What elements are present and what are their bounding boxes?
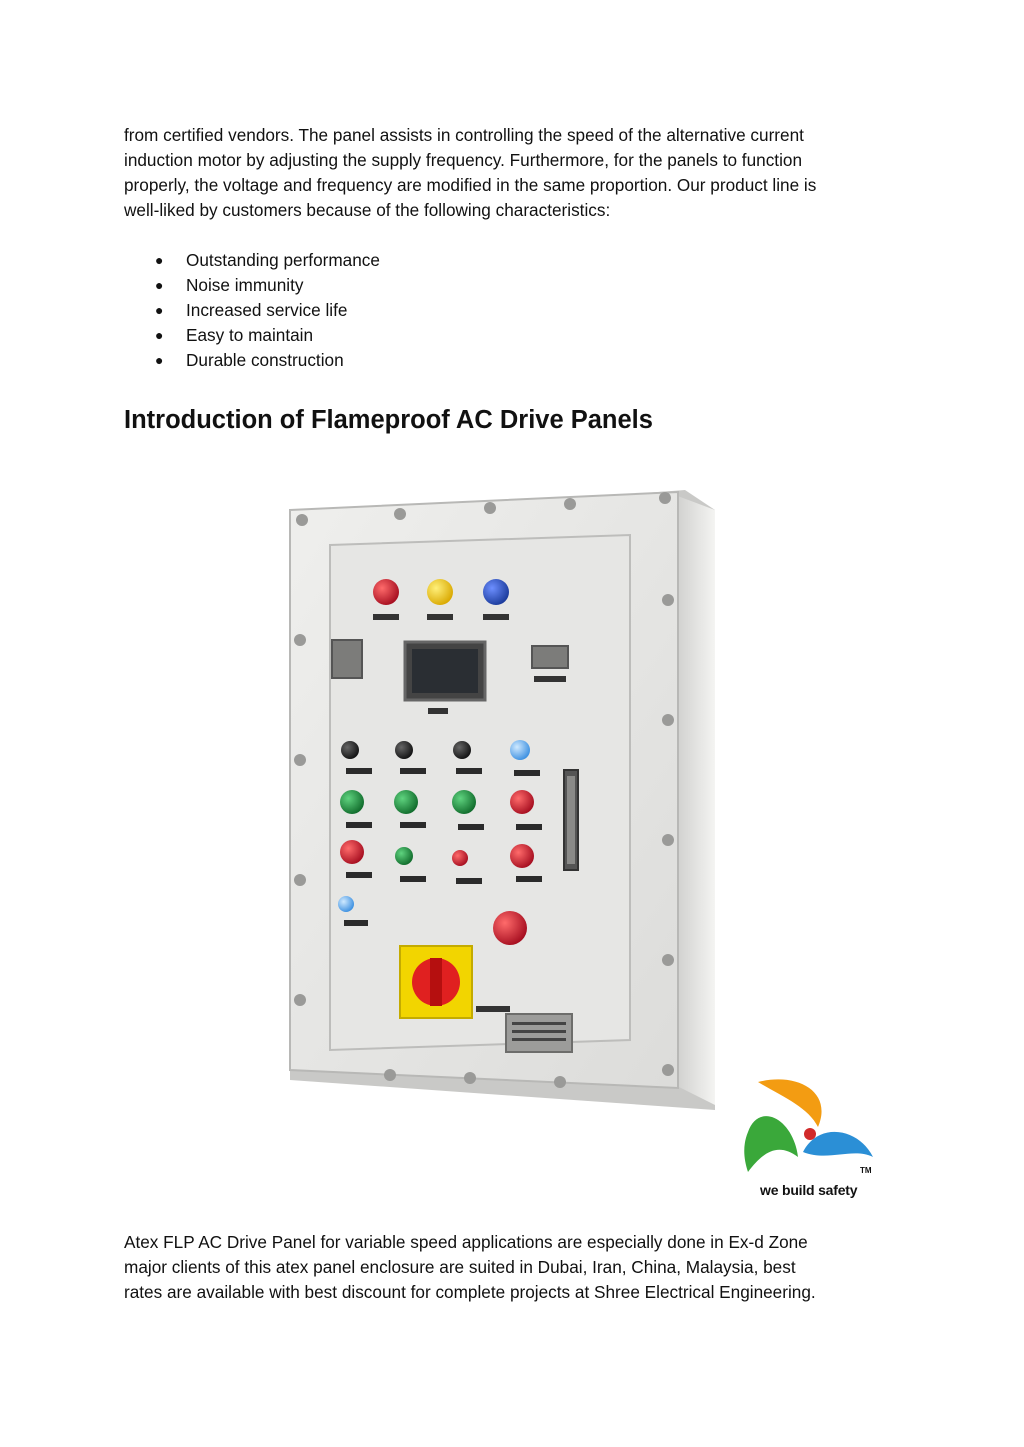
- list-item-text: Outstanding performance: [186, 250, 380, 270]
- logo-swirl-icon: [738, 1072, 878, 1182]
- intro-line: well-liked by customers because of the following characteristics:: [124, 200, 611, 220]
- list-item: [124, 248, 380, 273]
- list-item-text: Durable construction: [186, 350, 344, 370]
- bullet-icon: ●: [155, 302, 164, 318]
- bullet-icon: ●: [155, 277, 164, 293]
- intro-line: from certified vendors. The panel assists in controlling the speed of the alternative current: [124, 125, 804, 145]
- company-logo: [738, 1072, 878, 1207]
- list-item-text: Noise immunity: [186, 275, 304, 295]
- list-item: [124, 298, 380, 323]
- flameproof-panel-icon: [270, 480, 740, 1120]
- list-item-text: Increased service life: [186, 300, 348, 320]
- bullet-icon: ●: [155, 352, 164, 368]
- closing-paragraph: [124, 1230, 904, 1305]
- list-item: [124, 323, 380, 348]
- intro-line: properly, the voltage and frequency are modified in the same proportion. Our product line is: [124, 175, 817, 195]
- section-heading: Introduction of Flameproof AC Drive Panels: [124, 406, 653, 434]
- bullet-icon: ●: [155, 252, 164, 268]
- intro-paragraph: [124, 123, 904, 223]
- bullet-icon: ●: [155, 327, 164, 343]
- list-item-text: Easy to maintain: [186, 325, 314, 345]
- logo-tagline: we build safety: [760, 1182, 858, 1198]
- intro-line: induction motor by adjusting the supply frequency. Furthermore, for the panels to function: [124, 150, 803, 170]
- closing-line: Atex FLP AC Drive Panel for variable speed applications are especially done in Ex-d Zone: [124, 1232, 808, 1252]
- logo-trademark: TM: [860, 1166, 872, 1175]
- closing-line: major clients of this atex panel enclosure are suited in Dubai, Iran, China, Malaysia, best: [124, 1257, 796, 1277]
- list-item: [124, 348, 380, 373]
- closing-line: rates are available with best discount for complete projects at Shree Electrical Engineering.: [124, 1282, 816, 1302]
- features-list: [124, 248, 380, 373]
- list-item: [124, 273, 380, 298]
